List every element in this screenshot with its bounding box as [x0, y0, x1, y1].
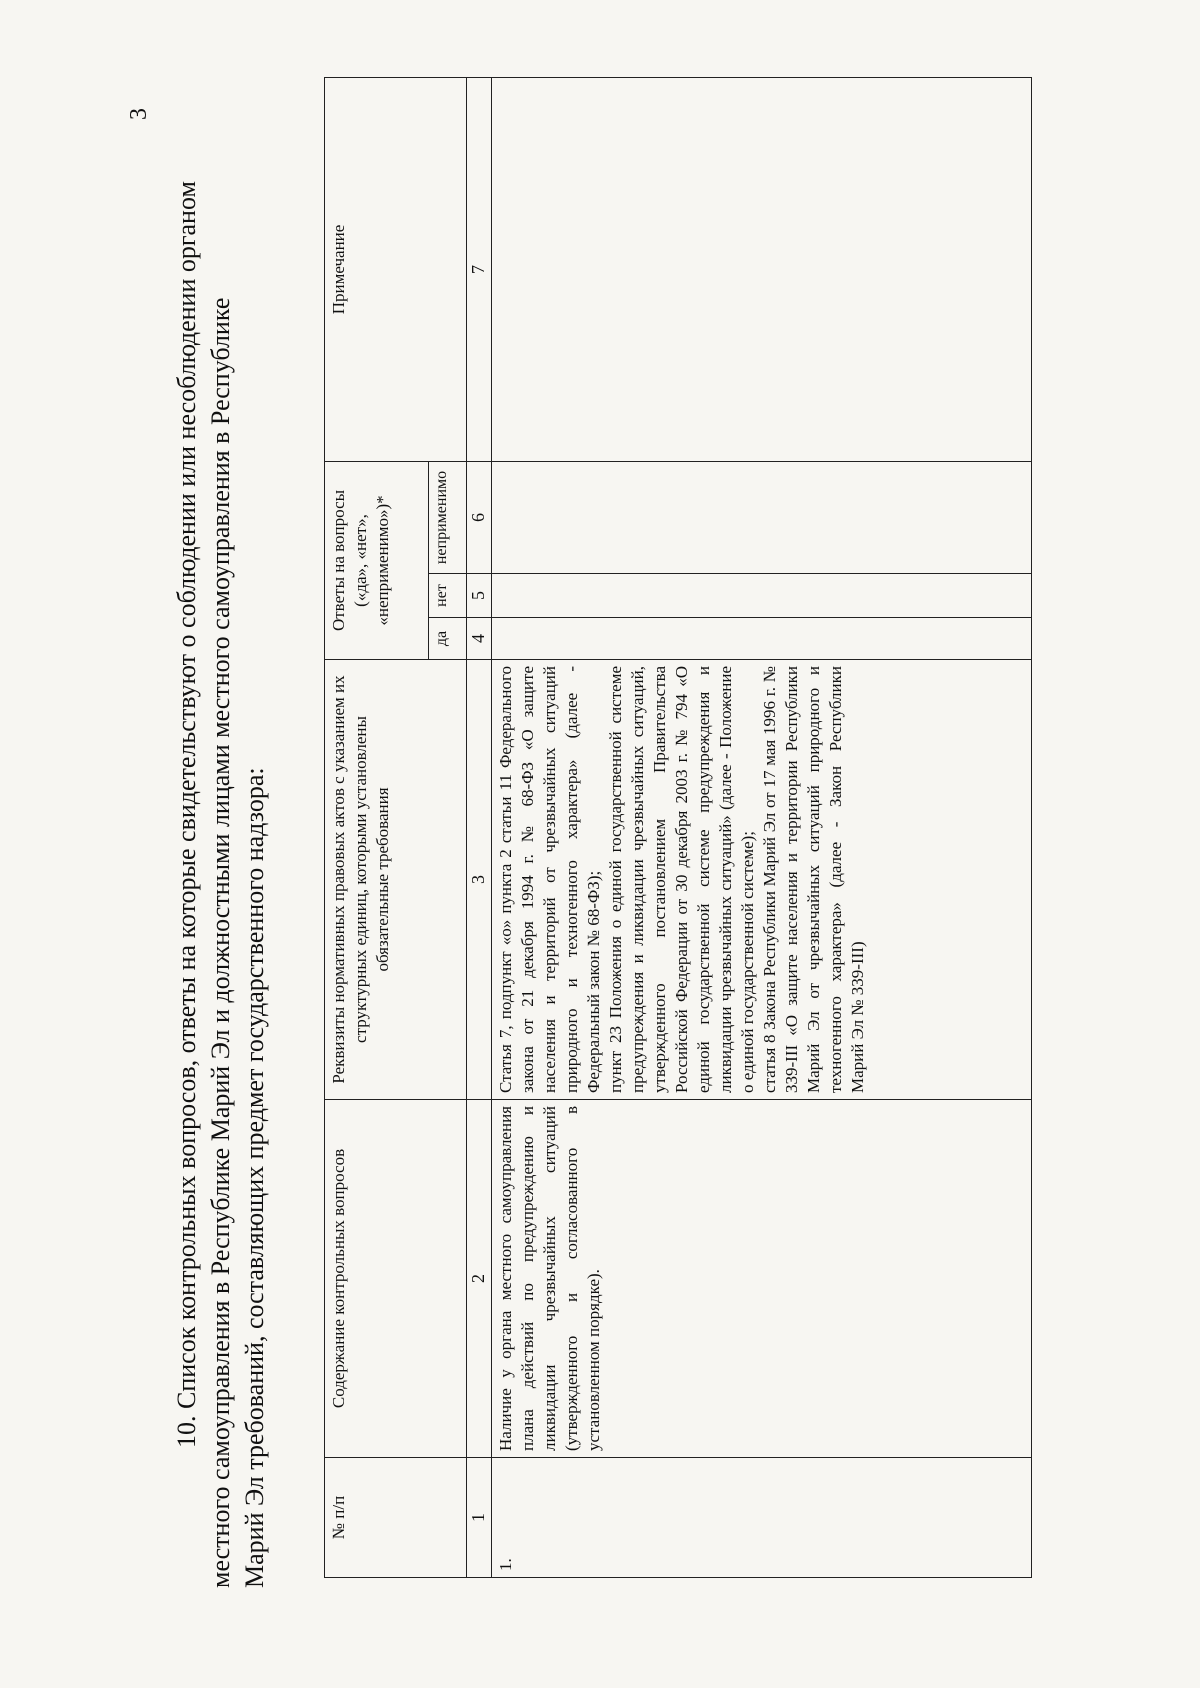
intro-line-1: 10. Список контрольных вопросов, ответы на которые свидетельствуют о соблюдении или несоблюдении органом [172, 181, 201, 1448]
column-number: 7 [466, 77, 491, 461]
requisite-item: пункт 23 Положения о единой государственной системе предупреждения и ликвидации чрезвычайных ситуаций, утвержденного постановлением Правительства Российской Федерации от 30 декабря 2003 г. № 794 «О единой государственной системе предупреждения и ликвидации чрезвычайных ситуаций» (далее - Положение о единой государственной системе); [605, 666, 757, 1093]
requisite-item: статья 8 Закона Республики Марий Эл от 17 мая 1996 г. № 339-III «О защите населения и территории Республики Марий Эл от чрезвычайных ситуаций природного и техногенного характера» (далее - Закон Республики Марий Эл № 339-III) [759, 666, 867, 1093]
requisite-item: Статья 7, подпункт «о» пункта 2 статьи 11 Федерального закона от 21 декабря 1994 г. № 68-ФЗ «О защите населения и территорий от чрезвычайных ситуаций природного и техногенного характера» (далее - Федеральный закон № 68-ФЗ); [495, 666, 603, 1093]
column-number: 6 [466, 461, 491, 573]
answer-na-cell [491, 461, 1031, 573]
row-requisites [491, 660, 1031, 1100]
intro-paragraph [170, 78, 272, 1588]
header-na: неприменимо [428, 461, 466, 573]
note-cell [491, 77, 1031, 461]
answer-no-cell [491, 574, 1031, 618]
header-answers: Ответы на вопросы («да», «нет», «неприменимо»)* [325, 461, 429, 659]
page-number: 3 [126, 108, 152, 120]
rotated-page [126, 78, 1064, 1588]
control-questions-table [324, 77, 1032, 1578]
header-note: Примечание [325, 77, 467, 461]
column-number-row [466, 77, 491, 1577]
header-row [325, 77, 429, 1577]
header-no: нет [428, 574, 466, 618]
header-requisites: Реквизиты нормативных правовых актов с указанием их структурных единиц, которыми установлены обязательные требования [325, 660, 467, 1100]
column-number: 5 [466, 574, 491, 618]
row-num: 1. [491, 1458, 1031, 1578]
header-content: Содержание контрольных вопросов [325, 1100, 467, 1458]
column-number: 3 [466, 660, 491, 1100]
header-num: № п/п [325, 1458, 467, 1578]
column-number: 4 [466, 618, 491, 660]
intro-line-2: местного самоуправления в Республике Марий Эл и должностными лицами местного самоуправления в Республике [206, 297, 235, 1588]
column-number: 1 [466, 1458, 491, 1578]
answer-yes-cell [491, 618, 1031, 660]
table-row [491, 77, 1031, 1577]
row-content: Наличие у органа местного самоуправления плана действий по предупреждению и ликвидации чрезвычайных ситуаций (утвержденного и согласованного в установленном порядке). [491, 1100, 1031, 1458]
header-yes: да [428, 618, 466, 660]
intro-line-3: Марий Эл требований, составляющих предмет государственного надзора: [240, 767, 269, 1588]
column-number: 2 [466, 1100, 491, 1458]
